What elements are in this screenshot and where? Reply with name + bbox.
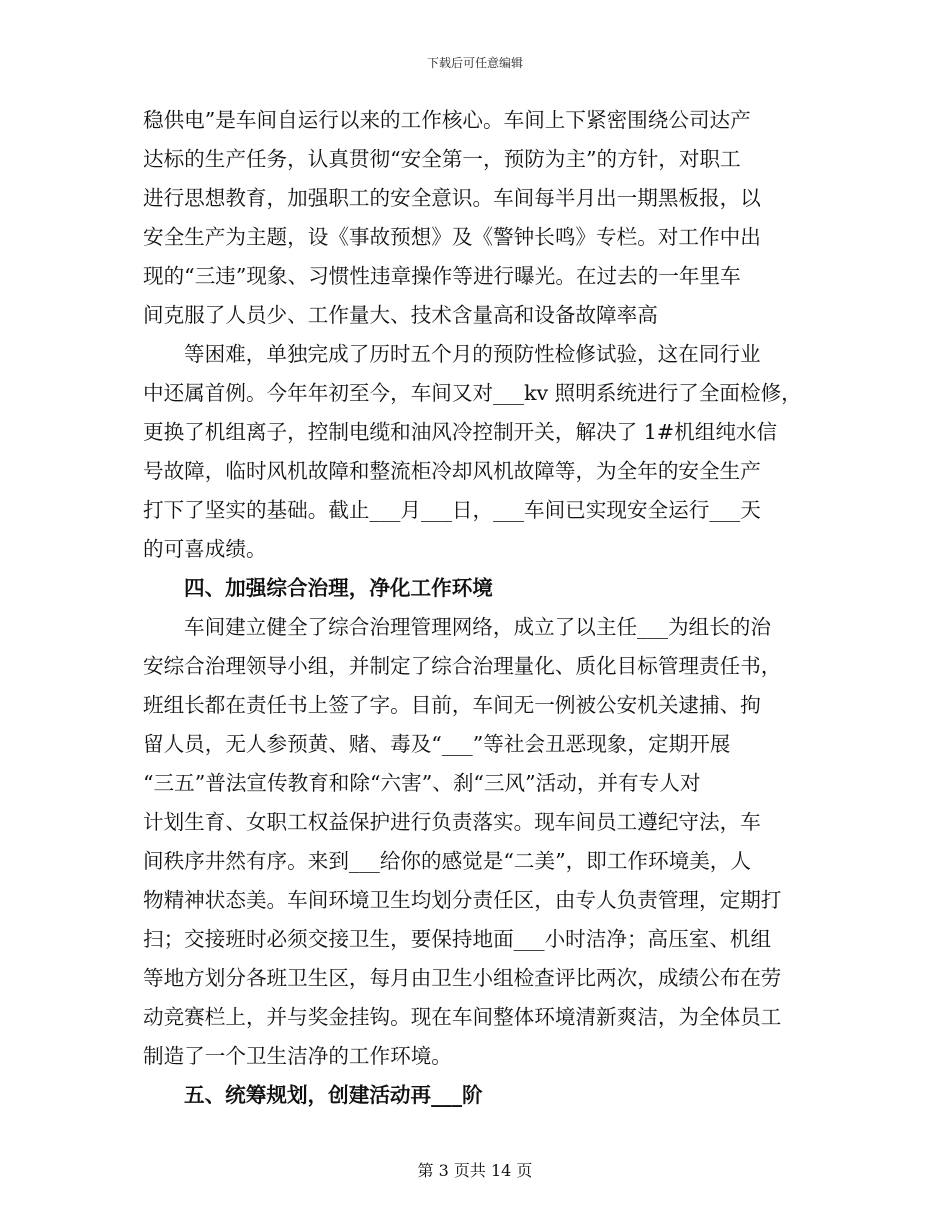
section-heading-4: 四、加强综合治理，净化工作环境 [184, 576, 493, 600]
text-line: 等困难，单独完成了历时五个月的预防性检修试验，这在同行业 [184, 342, 761, 366]
page-footer: 第 3 页共 14 页 [417, 1161, 533, 1180]
text-line: 间克服了人员少、工作量大、技术含量高和设备故障率高 [143, 303, 658, 327]
text-line: 间秩序井然有序。来到___给你的感觉是“二美”，即工作环境美，人 [143, 849, 751, 873]
text-line: 安综合治理领导小组，并制定了综合治理量化、质化目标管理责任书， [143, 654, 782, 678]
text-line: 现的“三违”现象、习惯性违章操作等进行曝光。在过去的一年里车 [143, 264, 741, 288]
text-line: 动竞赛栏上，并与奖金挂钩。现在车间整体环境清新爽洁，为全体员工 [143, 1005, 782, 1029]
paragraph-safety-continued [143, 101, 823, 335]
text-line: 扫；交接班时必须交接卫生，要保持地面___小时洁净；高压室、机组 [143, 927, 772, 951]
text-line: 稳供电”是车间自运行以来的工作核心。车间上下紧密围绕公司达产 [143, 108, 751, 132]
text-line: 的可喜成绩。 [143, 537, 267, 561]
text-line: 打下了坚实的基础。截止___月___日，___车间已实现安全运行___天 [143, 498, 761, 522]
page-header: 下载后可任意编辑 [426, 56, 523, 70]
text-line: 号故障，临时风机故障和整流柜冷却风机故障等，为全年的安全生产 [143, 459, 761, 483]
text-line: 等地方划分各班卫生区，每月由卫生小组检查评比两次，成绩公布在劳 [143, 966, 782, 990]
text-line: 留人员，无人参预黄、赌、毒及“___”等社会丑恶现象，定期开展 [143, 732, 731, 756]
text-line: 中还属首例。今年年初至今，车间又对___kv 照明系统进行了全面检修， [143, 381, 802, 405]
text-line: 进行思想教育，加强职工的安全意识。车间每半月出一期黑板报，以 [143, 186, 761, 210]
text-line: 车间建立健全了综合治理管理网络，成立了以主任___为组长的治 [184, 615, 771, 639]
text-line: 安全生产为主题，设《事故预想》及《警钟长鸣》专栏。对工作中出 [143, 225, 761, 249]
text-line: “三五”普法宣传教育和除“六害”、刹“三风”活动，并有专人对 [143, 771, 701, 795]
text-line: 更换了机组离子，控制电缆和油风冷控制开关，解决了 1#机组纯水信 [143, 420, 778, 444]
section-heading-5: 五、统筹规划，创建活动再___阶 [184, 1083, 483, 1107]
text-line: 计划生育、女职工权益保护进行负责落实。现车间员工遵纪守法，车 [143, 810, 761, 834]
text-line: 班组长都在责任书上签了字。目前，车间无一例被公安机关逮捕、拘 [143, 693, 761, 717]
text-line: 制造了一个卫生洁净的工作环境。 [143, 1044, 452, 1068]
paragraph-maintenance [143, 335, 823, 569]
paragraph-governance [143, 608, 823, 1076]
text-line: 达标的生产任务，认真贯彻“安全第一，预防为主”的方针，对职工 [143, 147, 741, 171]
document-body [143, 101, 823, 1115]
text-line: 物精神状态美。车间环境卫生均划分责任区，由专人负责管理，定期打 [143, 888, 782, 912]
